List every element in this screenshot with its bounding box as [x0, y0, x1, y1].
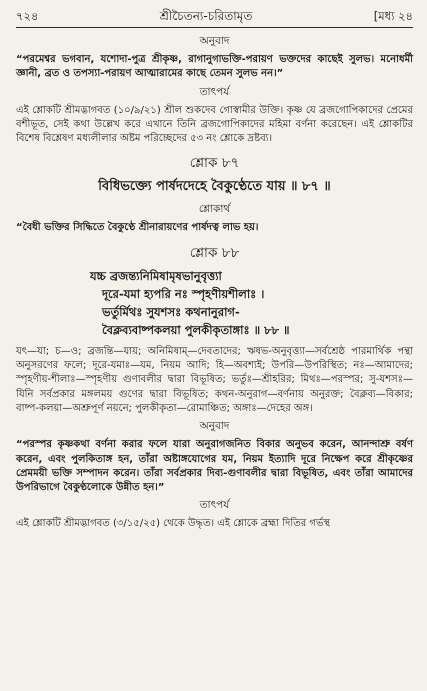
page-number: ৭২৪ — [16, 9, 39, 23]
word-meaning: যৎ—যা; চ—ও; ব্রজন্তি—যায়; অনিমিষাম্—দেবতাদের; ঋষভ-অনুবৃত্ত্যা—সর্বশ্রেষ্ঠ পারমার্থিক পন্থা অনুসরণের ফলে; দূরে-যমাঃ—যম, নিয়ম আদি; হি—অবশ্যই; উপরি—উপরিস্থিত; নঃ—আমাদের; স্পৃহণীয়-শীলাঃ—স্পৃহণীয় গুণাবলীর দ্বারা বিভূষিত; ভর্তুঃ—শ্রীহরির; মিথঃ—পরস্পর; সু-যশসঃ—যিনি সর্বপ্রকার মঙ্গলময় গুণের দ্বারা বিভূষিত; কথন-অনুরাগ—বর্ণনায় অনুরক্ত; বৈক্লব্য—বিকার; বাষ্প-কলয়া—অশ্রুপূর্ণ নয়নে; পুলকীকৃতা—রোমাঞ্চিত; অঙ্গাঃ—দেহের অঙ্গ। — [16, 345, 413, 414]
tatparya-heading-88: তাৎপর্য — [199, 499, 230, 512]
sloka-88-heading: শ্লোক ৮৮ — [189, 244, 240, 261]
anuvad-text: “পরমেশ্বর ভগবান, যশোদা-পুত্র শ্রীকৃষ্ণ, রাগানুগাভক্তি-পরায়ণ ভক্তদের কাছেই সুলভ। মনোধর্মী জ্ঞানী, ব্রত ও তপস্যা-পরায়ণ আত্মারামের কাছে তেমন সুলভ নন।” — [16, 54, 413, 80]
verse-line: বৈক্লব্যবাষ্পকলয়া পুলকীকৃতাঙ্গাঃ ॥ ৮৮ ॥ — [102, 322, 290, 337]
page-header — [16, 8, 413, 24]
sloka-88-verse — [90, 267, 413, 339]
anuvad-text-88: “পরস্পর কৃষ্ণকথা বর্ণনা করার ফলে যারা অনুরাগজনিত বিকার অনুভব করেন, আনন্দাশ্রু বর্ষণ করেন, এবং পুলকিতাঙ্গ হন, তাঁরা অষ্টাঙ্গযোগের যম, নিয়ম ইত্যাদি দূরে নিক্ষেপ করে শ্রীকৃষ্ণের প্রেমময়ী ভক্তি সম্পাদন করেন। তাঁরা সর্বপ্রকার দিব্য-গুণাবলীর দ্বারা বিভূষিত, এবং তাঁরা আমাদের উপরিভাগে বৈকুণ্ঠলোকে উন্নীত হন।” — [16, 439, 413, 494]
sloka-artha-heading: শ্লোকার্থ — [198, 203, 231, 216]
anuvad-heading-88: অনুবাদ — [199, 420, 230, 433]
verse-line: দূরে-যমা হ্যপরি নঃ স্পৃহণীয়শীলাঃ । — [102, 286, 265, 301]
sloka-artha-text: “বৈধী ভক্তির সিদ্ধিতে বৈকুণ্ঠে শ্রীনারায়ণের পার্ষদত্ব লাভ হয়। — [16, 222, 259, 234]
tatparya-text-88: এই শ্লোকটি শ্রীমদ্ভাগবত (৩/১৫/২৫) থেকে উদ্ধৃত। এই শ্লোকে ব্রহ্মা দিতির গর্ভস্থ — [16, 518, 331, 530]
sloka-87-verse: বিধিভক্ত্যে পার্ষদদেহে বৈকুণ্ঠেতে যায় ॥ ৮৭ ॥ — [98, 179, 331, 195]
anuvad-heading: অনুবাদ — [199, 35, 230, 47]
running-title: শ্রীচৈতন্য-চরিতামৃত — [159, 9, 253, 23]
chapter-label: [মধ্য ২৪ — [373, 9, 413, 23]
sloka-87-heading: শ্লোক ৮৭ — [189, 155, 240, 172]
verse-line: ভর্তুর্মিথঃ সুযশসঃ কথনানুরাগ- — [102, 304, 240, 319]
verse-line: যচ্চ ব্রজন্ত্যনিমিষামৃষভানুবৃত্ত্যা — [90, 268, 222, 283]
tatparya-heading: তাৎপর্য — [199, 85, 230, 98]
tatparya-text: এই শ্লোকটি শ্রীমদ্ভাগবত (১০/৯/২১) শ্রীল শুকদেব গোস্বামীর উক্তি। কৃষ্ণ যে ব্রজগোপিকাদের প্রেমের বশীভূত, সেই কথা উল্লেখ করে এখানে তিনি ব্রজগোপিকাদের মহিমা বর্ণনা করেছেন। এই শ্লোকটির বিশেষ বিশ্লেষণ মধ্যলীলার অষ্টম পরিচ্ছেদের ৫৩ নং শ্লোকে দ্রষ্টব্য। — [16, 104, 413, 145]
